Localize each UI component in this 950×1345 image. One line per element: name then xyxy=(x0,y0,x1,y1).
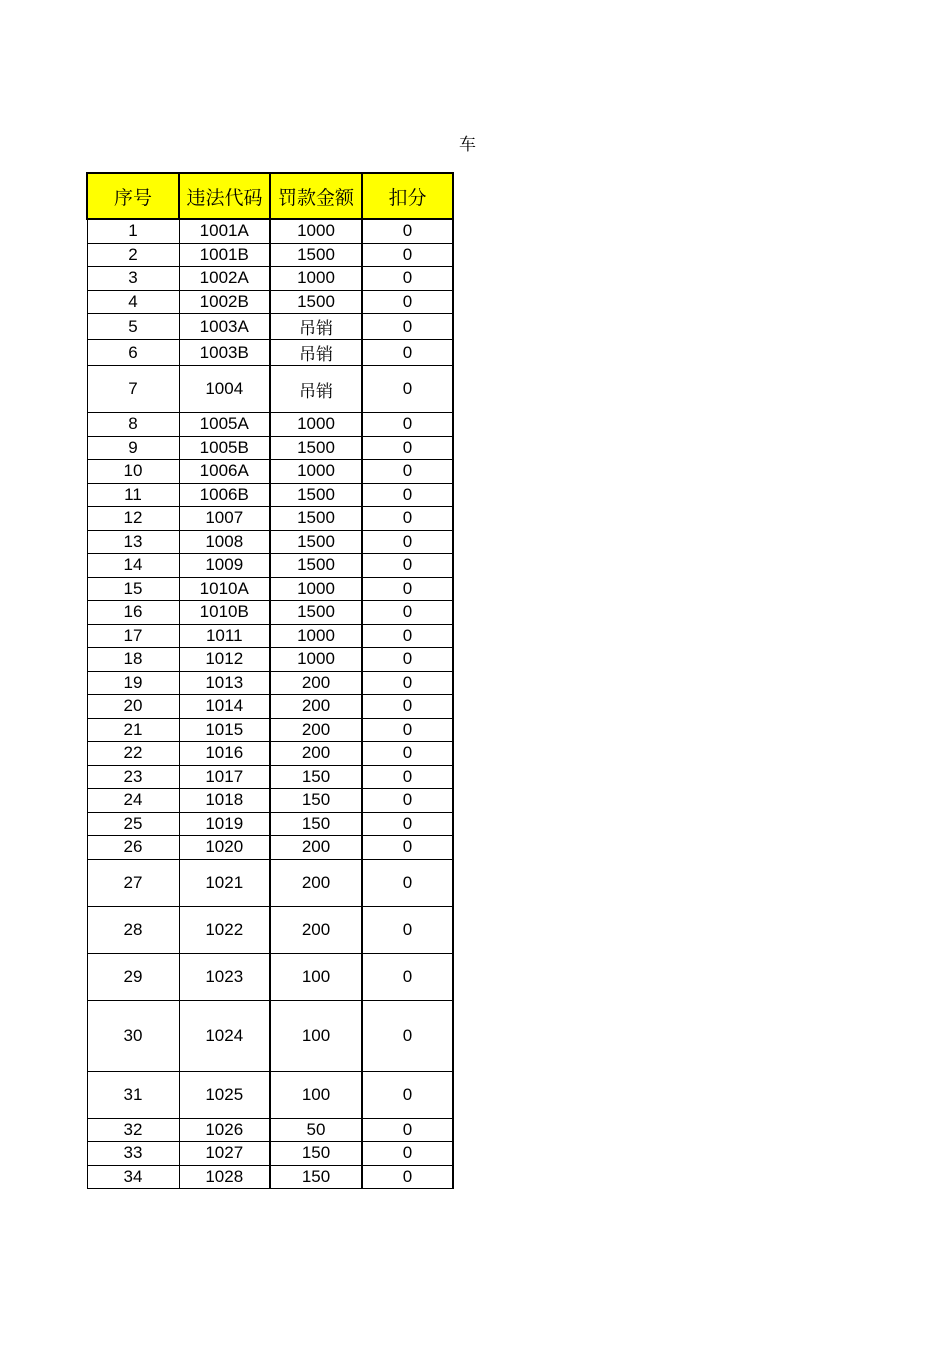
cell-fine-amount: 1000 xyxy=(270,624,362,648)
cell-fine-amount: 150 xyxy=(270,812,362,836)
table-row xyxy=(87,366,453,413)
cell-serial-number: 12 xyxy=(87,507,179,531)
cell-fine-amount: 1500 xyxy=(270,436,362,460)
table-row xyxy=(87,483,453,507)
cell-serial-number: 3 xyxy=(87,267,179,291)
cell-violation-code: 1006A xyxy=(179,460,270,484)
cell-serial-number: 13 xyxy=(87,530,179,554)
cell-penalty-points: 0 xyxy=(362,765,453,789)
cell-violation-code: 1019 xyxy=(179,812,270,836)
table-row xyxy=(87,601,453,625)
cell-penalty-points: 0 xyxy=(362,953,453,1000)
cell-serial-number: 17 xyxy=(87,624,179,648)
cell-violation-code: 1016 xyxy=(179,742,270,766)
cell-serial-number: 31 xyxy=(87,1071,179,1118)
cell-penalty-points: 0 xyxy=(362,366,453,413)
cell-serial-number: 25 xyxy=(87,812,179,836)
cell-violation-code: 1003B xyxy=(179,340,270,366)
table-row xyxy=(87,1071,453,1118)
cell-penalty-points: 0 xyxy=(362,1071,453,1118)
cell-penalty-points: 0 xyxy=(362,219,453,243)
cell-fine-amount: 200 xyxy=(270,718,362,742)
table-row xyxy=(87,836,453,860)
cell-penalty-points: 0 xyxy=(362,624,453,648)
cell-violation-code: 1014 xyxy=(179,695,270,719)
cell-penalty-points: 0 xyxy=(362,340,453,366)
cell-serial-number: 16 xyxy=(87,601,179,625)
cell-penalty-points: 0 xyxy=(362,460,453,484)
cell-serial-number: 7 xyxy=(87,366,179,413)
cell-penalty-points: 0 xyxy=(362,1118,453,1142)
cell-violation-code: 1009 xyxy=(179,554,270,578)
cell-serial-number: 10 xyxy=(87,460,179,484)
cell-fine-amount: 200 xyxy=(270,906,362,953)
cell-violation-code: 1027 xyxy=(179,1142,270,1166)
cell-penalty-points: 0 xyxy=(362,1142,453,1166)
table-row xyxy=(87,789,453,813)
cell-fine-amount: 50 xyxy=(270,1118,362,1142)
cell-fine-amount: 1000 xyxy=(270,413,362,437)
cell-penalty-points: 0 xyxy=(362,436,453,460)
cell-serial-number: 32 xyxy=(87,1118,179,1142)
cell-serial-number: 19 xyxy=(87,671,179,695)
cell-violation-code: 1023 xyxy=(179,953,270,1000)
cell-serial-number: 11 xyxy=(87,483,179,507)
cell-fine-amount: 吊销 xyxy=(270,340,362,366)
cell-penalty-points: 0 xyxy=(362,314,453,340)
cell-penalty-points: 0 xyxy=(362,577,453,601)
cell-fine-amount: 1500 xyxy=(270,601,362,625)
cell-penalty-points: 0 xyxy=(362,290,453,314)
table-row xyxy=(87,624,453,648)
cell-violation-code: 1025 xyxy=(179,1071,270,1118)
table-row xyxy=(87,1118,453,1142)
table-row xyxy=(87,859,453,906)
cell-serial-number: 22 xyxy=(87,742,179,766)
cell-violation-code: 1001B xyxy=(179,243,270,267)
cell-serial-number: 26 xyxy=(87,836,179,860)
header-row xyxy=(87,173,453,219)
cell-violation-code: 1002A xyxy=(179,267,270,291)
cell-fine-amount: 1500 xyxy=(270,290,362,314)
cell-fine-amount: 1000 xyxy=(270,267,362,291)
table-row xyxy=(87,1142,453,1166)
cell-fine-amount: 150 xyxy=(270,1142,362,1166)
cell-penalty-points: 0 xyxy=(362,507,453,531)
cell-penalty-points: 0 xyxy=(362,695,453,719)
cell-serial-number: 6 xyxy=(87,340,179,366)
cell-serial-number: 14 xyxy=(87,554,179,578)
table-row xyxy=(87,413,453,437)
cell-violation-code: 1004 xyxy=(179,366,270,413)
cell-penalty-points: 0 xyxy=(362,718,453,742)
cell-penalty-points: 0 xyxy=(362,812,453,836)
cell-serial-number: 9 xyxy=(87,436,179,460)
cell-penalty-points: 0 xyxy=(362,1165,453,1189)
cell-penalty-points: 0 xyxy=(362,906,453,953)
cell-violation-code: 1028 xyxy=(179,1165,270,1189)
table-row xyxy=(87,340,453,366)
cell-serial-number: 23 xyxy=(87,765,179,789)
table-row xyxy=(87,648,453,672)
cell-violation-code: 1012 xyxy=(179,648,270,672)
violation-fines-table xyxy=(86,172,454,1189)
table-body xyxy=(87,219,453,1189)
cell-violation-code: 1005A xyxy=(179,413,270,437)
cell-serial-number: 5 xyxy=(87,314,179,340)
table-row xyxy=(87,219,453,243)
table-row xyxy=(87,577,453,601)
cell-serial-number: 29 xyxy=(87,953,179,1000)
cell-fine-amount: 100 xyxy=(270,1000,362,1071)
cell-penalty-points: 0 xyxy=(362,413,453,437)
header-fine-amount: 罚款金额 xyxy=(270,173,362,219)
table-row xyxy=(87,507,453,531)
cell-fine-amount: 200 xyxy=(270,836,362,860)
cell-violation-code: 1001A xyxy=(179,219,270,243)
cell-penalty-points: 0 xyxy=(362,859,453,906)
cell-fine-amount: 1000 xyxy=(270,648,362,672)
table-row xyxy=(87,953,453,1000)
table-row xyxy=(87,812,453,836)
table-row xyxy=(87,530,453,554)
cell-violation-code: 1020 xyxy=(179,836,270,860)
cell-penalty-points: 0 xyxy=(362,1000,453,1071)
table-row xyxy=(87,765,453,789)
cell-serial-number: 28 xyxy=(87,906,179,953)
cell-penalty-points: 0 xyxy=(362,554,453,578)
cell-serial-number: 18 xyxy=(87,648,179,672)
cell-violation-code: 1026 xyxy=(179,1118,270,1142)
cell-violation-code: 1010A xyxy=(179,577,270,601)
cell-fine-amount: 150 xyxy=(270,1165,362,1189)
cell-penalty-points: 0 xyxy=(362,483,453,507)
header-penalty-points: 扣分 xyxy=(362,173,453,219)
table-row xyxy=(87,290,453,314)
cell-serial-number: 27 xyxy=(87,859,179,906)
cell-penalty-points: 0 xyxy=(362,530,453,554)
cell-penalty-points: 0 xyxy=(362,671,453,695)
table-row xyxy=(87,436,453,460)
cell-serial-number: 4 xyxy=(87,290,179,314)
cell-serial-number: 21 xyxy=(87,718,179,742)
table-row xyxy=(87,554,453,578)
cell-penalty-points: 0 xyxy=(362,836,453,860)
cell-violation-code: 1022 xyxy=(179,906,270,953)
cell-violation-code: 1018 xyxy=(179,789,270,813)
table-header xyxy=(87,173,453,219)
cell-serial-number: 2 xyxy=(87,243,179,267)
table-row xyxy=(87,1165,453,1189)
cell-serial-number: 30 xyxy=(87,1000,179,1071)
cell-violation-code: 1024 xyxy=(179,1000,270,1071)
cell-penalty-points: 0 xyxy=(362,742,453,766)
cell-fine-amount: 200 xyxy=(270,742,362,766)
table-row xyxy=(87,906,453,953)
cell-serial-number: 20 xyxy=(87,695,179,719)
cell-violation-code: 1007 xyxy=(179,507,270,531)
cell-fine-amount: 1500 xyxy=(270,554,362,578)
table-row xyxy=(87,1000,453,1071)
cell-fine-amount: 100 xyxy=(270,1071,362,1118)
cell-violation-code: 1017 xyxy=(179,765,270,789)
cell-fine-amount: 1500 xyxy=(270,507,362,531)
cell-violation-code: 1010B xyxy=(179,601,270,625)
cell-fine-amount: 150 xyxy=(270,765,362,789)
cell-violation-code: 1008 xyxy=(179,530,270,554)
cell-fine-amount: 1500 xyxy=(270,483,362,507)
table-row xyxy=(87,243,453,267)
cell-fine-amount: 200 xyxy=(270,859,362,906)
header-serial-number: 序号 xyxy=(87,173,179,219)
cell-serial-number: 24 xyxy=(87,789,179,813)
cell-fine-amount: 吊销 xyxy=(270,366,362,413)
cell-penalty-points: 0 xyxy=(362,243,453,267)
table-row xyxy=(87,460,453,484)
table-row xyxy=(87,671,453,695)
cell-violation-code: 1021 xyxy=(179,859,270,906)
table-row xyxy=(87,267,453,291)
cell-fine-amount: 100 xyxy=(270,953,362,1000)
cell-violation-code: 1015 xyxy=(179,718,270,742)
table-row xyxy=(87,742,453,766)
cell-serial-number: 1 xyxy=(87,219,179,243)
cell-fine-amount: 1500 xyxy=(270,243,362,267)
cell-violation-code: 1002B xyxy=(179,290,270,314)
cell-penalty-points: 0 xyxy=(362,267,453,291)
cell-penalty-points: 0 xyxy=(362,601,453,625)
cell-fine-amount: 200 xyxy=(270,671,362,695)
cell-serial-number: 33 xyxy=(87,1142,179,1166)
cell-serial-number: 8 xyxy=(87,413,179,437)
cell-violation-code: 1011 xyxy=(179,624,270,648)
cell-serial-number: 34 xyxy=(87,1165,179,1189)
table-row xyxy=(87,314,453,340)
cell-fine-amount: 1000 xyxy=(270,219,362,243)
cell-penalty-points: 0 xyxy=(362,648,453,672)
cell-fine-amount: 150 xyxy=(270,789,362,813)
page-title: 车 xyxy=(459,135,476,154)
table-row xyxy=(87,718,453,742)
cell-fine-amount: 200 xyxy=(270,695,362,719)
header-violation-code: 违法代码 xyxy=(179,173,270,219)
cell-violation-code: 1003A xyxy=(179,314,270,340)
cell-fine-amount: 1500 xyxy=(270,530,362,554)
cell-penalty-points: 0 xyxy=(362,789,453,813)
cell-violation-code: 1013 xyxy=(179,671,270,695)
cell-fine-amount: 1000 xyxy=(270,460,362,484)
cell-serial-number: 15 xyxy=(87,577,179,601)
cell-violation-code: 1005B xyxy=(179,436,270,460)
cell-violation-code: 1006B xyxy=(179,483,270,507)
table-row xyxy=(87,695,453,719)
cell-fine-amount: 1000 xyxy=(270,577,362,601)
cell-fine-amount: 吊销 xyxy=(270,314,362,340)
